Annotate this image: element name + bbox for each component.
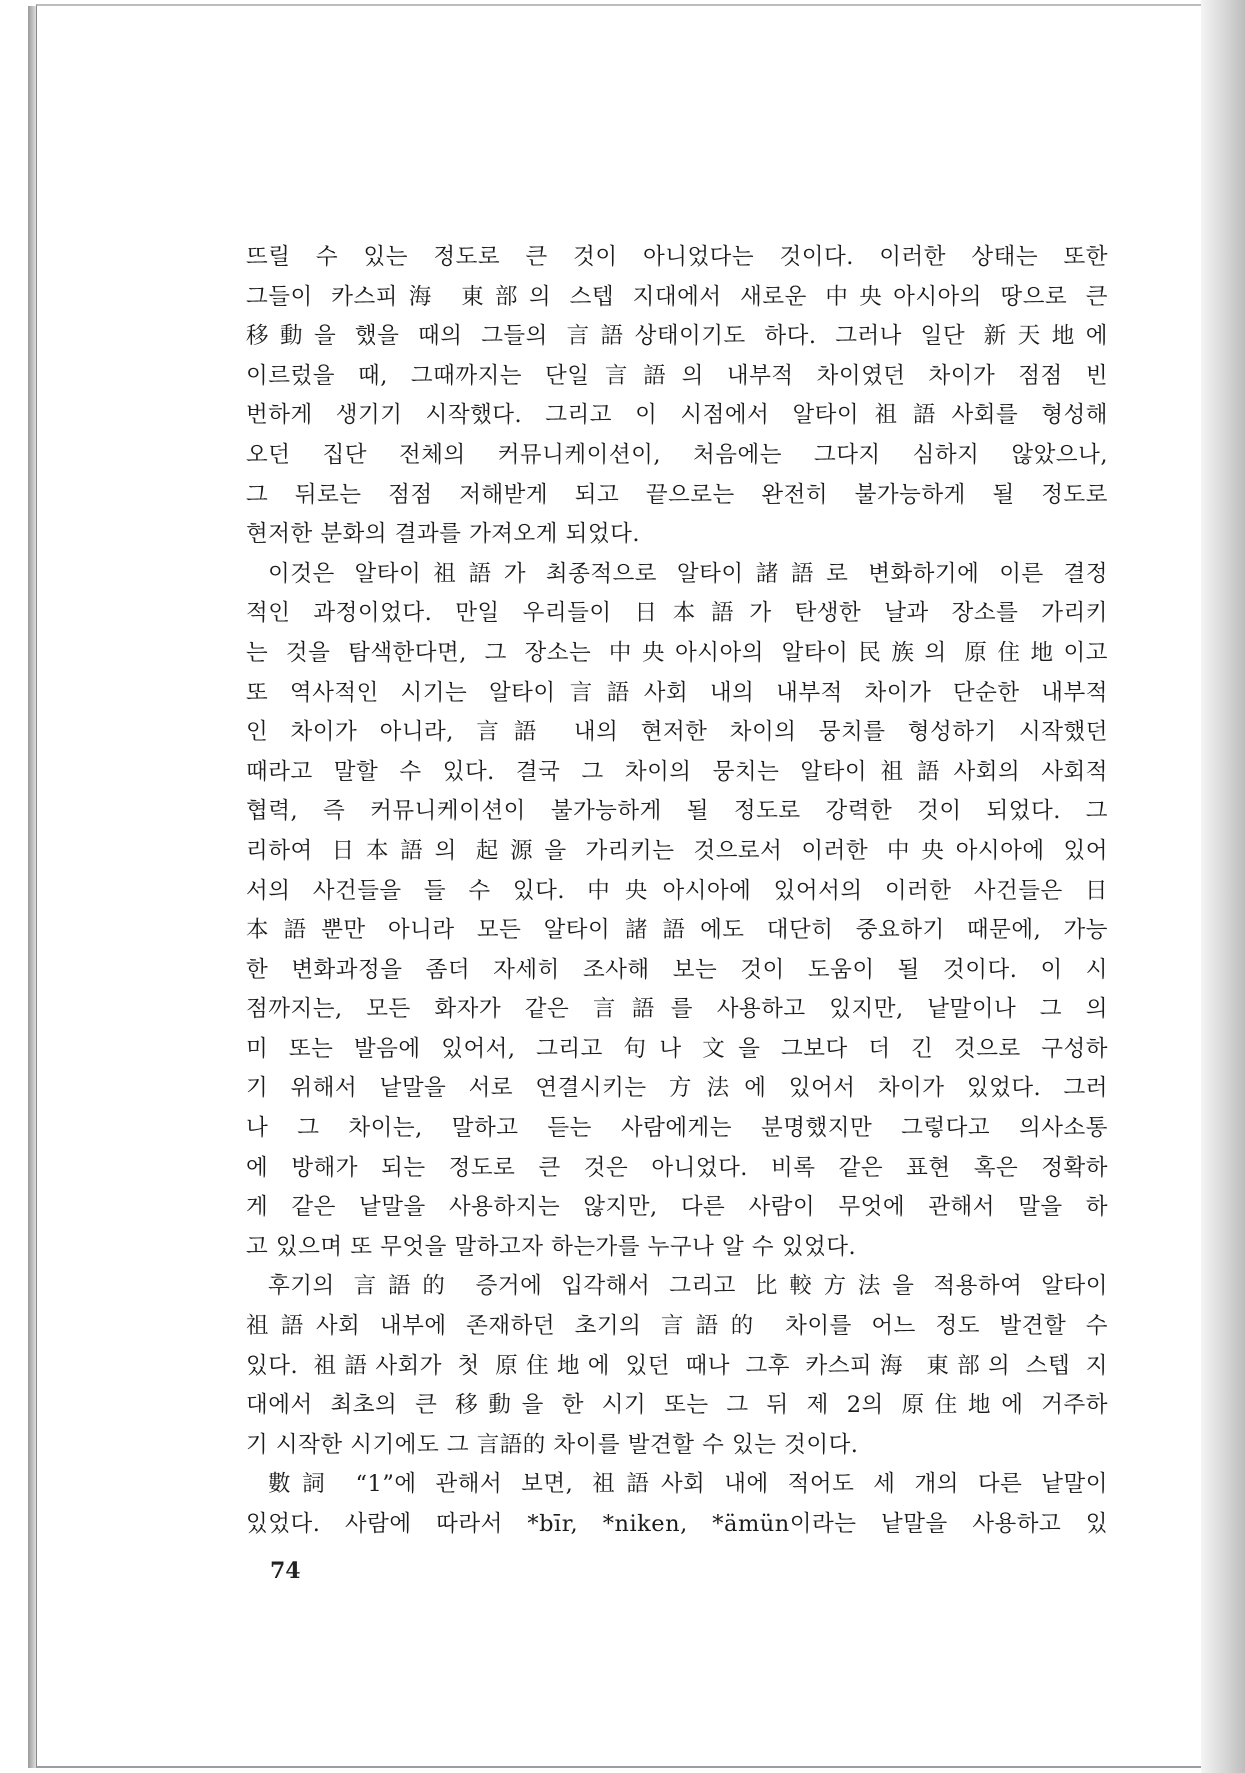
text-line: 는 것을 탐색한다면, 그 장소는 中央아시아의 알타이民族의 原住地이고 (246, 639, 1108, 666)
text-line: 이르렀을 때, 그때까지는 단일言語의 내부적 차이였던 차이가 점점 빈 (246, 362, 1108, 389)
text-line: 번하게 생기기 시작했다. 그리고 이 시점에서 알타이祖語사회를 형성해 (246, 402, 1108, 429)
text-line: 뜨릴 수 있는 정도로 큰 것이 아니었다는 것이다. 이러한 상태는 또한 (246, 244, 1108, 270)
paragraph-start-line: 후기의 言語的 증거에 입각해서 그리고 比較方法을 적용하여 알타이 (268, 1273, 1108, 1300)
text-line: 게 같은 낱말을 사용하지는 않지만, 다른 사람이 무엇에 관해서 말을 하 (246, 1194, 1108, 1221)
text-line: 대에서 최초의 큰 移動을 한 시기 또는 그 뒤 제 2의 原住地에 거주하 (246, 1392, 1108, 1419)
page-edge-right (1201, 0, 1245, 1773)
text-line: 현저한 분화의 결과를 가져오게 되었다. (246, 521, 641, 548)
text-line: 점까지는, 모든 화자가 같은 言語를 사용하고 있지만, 낱말이나 그 의 (246, 996, 1108, 1023)
text-line: 기 시작한 시기에도 그 言語的 차이를 발견할 수 있는 것이다. (246, 1431, 859, 1458)
body-text (246, 238, 1108, 1545)
text-line: 에 방해가 되는 정도로 큰 것은 아니었다. 비록 같은 표현 혹은 정확하 (246, 1154, 1108, 1181)
text-line: 그 뒤로는 점점 저해받게 되고 끝으로는 완전히 불가능하게 될 정도로 (246, 481, 1108, 508)
text-line: 협력, 즉 커뮤니케이션이 불가능하게 될 정도로 강력한 것이 되었다. 그 (246, 798, 1108, 825)
text-line: 있다. 祖語사회가 첫 原住地에 있던 때나 그후 카스피海 東部의 스텝 지 (246, 1352, 1108, 1379)
text-line: 祖語사회 내부에 존재하던 초기의 言語的 차이를 어느 정도 발견할 수 (246, 1313, 1108, 1340)
text-line: 기 위해서 낱말을 서로 연결시키는 方法에 있어서 차이가 있었다. 그러 (246, 1075, 1108, 1102)
text-line: 한 변화과정을 좀더 자세히 조사해 보는 것이 도움이 될 것이다. 이 시 (246, 956, 1108, 983)
text-line: 그들이 카스피海 東部의 스텝 지대에서 새로운 中央아시아의 땅으로 큰 (246, 283, 1108, 310)
text-line: 리하여 日本語의 起源을 가리키는 것으로서 이러한 中央아시아에 있어 (246, 837, 1108, 864)
page-edge-left (28, 6, 36, 1768)
text-line: 또 역사적인 시기는 알타이言語사회 내의 내부적 차이가 단순한 내부적 (246, 679, 1108, 706)
text-line: 本語뿐만 아니라 모든 알타이諸語에도 대단히 중요하기 때문에, 가능 (246, 917, 1108, 944)
text-line: 오던 집단 전체의 커뮤니케이션이, 처음에는 그다지 심하지 않았으나, (246, 441, 1108, 468)
text-line: 인 차이가 아니라, 言語 내의 현저한 차이의 뭉치를 형성하기 시작했던 (246, 719, 1108, 746)
text-line: 고 있으며 또 무엇을 말하고자 하는가를 누구나 알 수 있었다. (246, 1233, 857, 1260)
text-line: 서의 사건들을 들 수 있다. 中央아시아에 있어서의 이러한 사건들은 日 (246, 877, 1108, 904)
text-line: 때라고 말할 수 있다. 결국 그 차이의 뭉치는 알타이祖語사회의 사회적 (246, 758, 1108, 785)
text-line: 나 그 차이는, 말하고 듣는 사람에게는 분명했지만 그렇다고 의사소통 (246, 1115, 1108, 1142)
text-line: 미 또는 발음에 있어서, 그리고 句나 文을 그보다 더 긴 것으로 구성하 (246, 1035, 1108, 1062)
text-line: 있었다. 사람에 따라서 *bīr, *niken, *ämün이라는 낱말을 사용하고 있 (246, 1511, 1108, 1537)
paragraph-start-line: 數詞 “1”에 관해서 보면, 祖語사회 내에 적어도 세 개의 다른 낱말이 (268, 1471, 1108, 1498)
paragraph-start-line: 이것은 알타이祖語가 최종적으로 알타이諸語로 변화하기에 이른 결정 (268, 560, 1108, 587)
text-line: 적인 과정이었다. 만일 우리들이 日本語가 탄생한 날과 장소를 가리키 (246, 600, 1108, 627)
page-number: 74 (270, 1558, 301, 1584)
text-line: 移動을 했을 때의 그들의 言語상태이기도 하다. 그러나 일단 新天地에 (246, 323, 1108, 350)
